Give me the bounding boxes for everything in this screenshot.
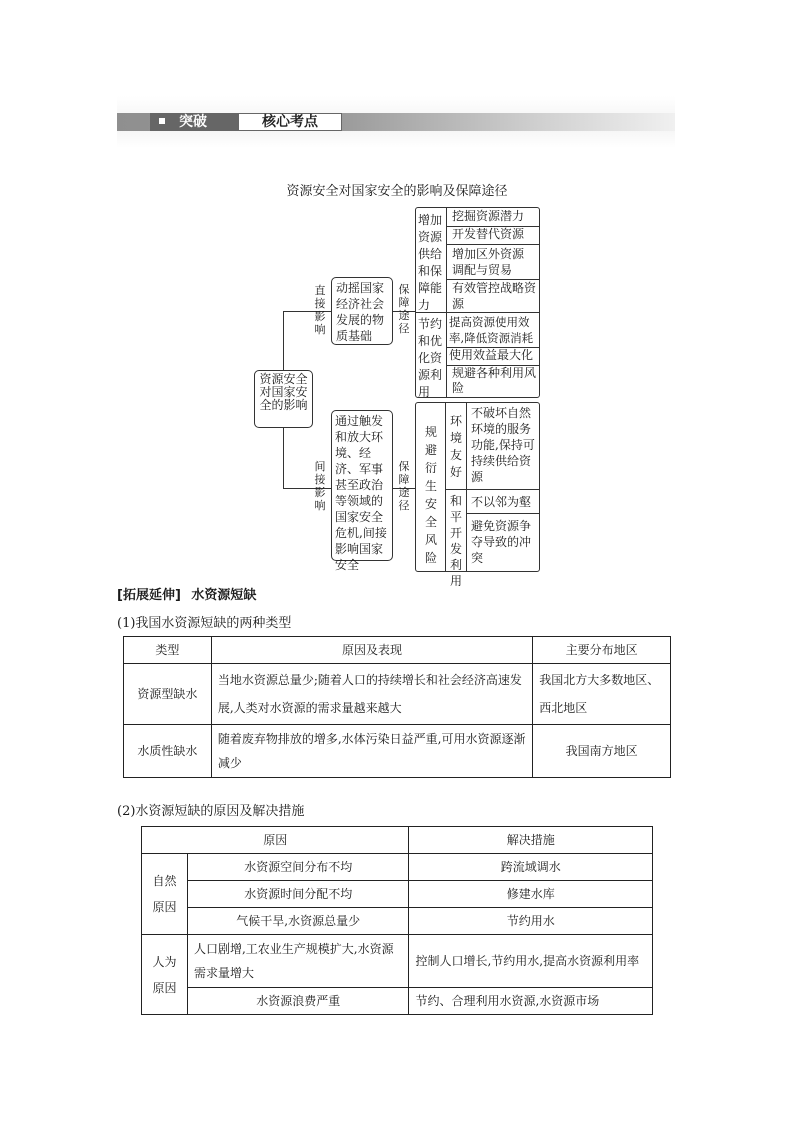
indirect-group-2-label: 和平开发利用: [449, 494, 462, 588]
diagram-title: 资源安全对国家安全的影响及保障途径: [286, 184, 508, 199]
direct-item: 有效管控战略资源: [452, 281, 537, 311]
direct-item: 规避各种利用风险: [452, 366, 537, 395]
table-cell: 节约、合理利用水资源,水资源市场: [409, 988, 653, 1015]
column-header: 类型: [124, 637, 212, 664]
indirect-guarantee-label: 保障途径: [398, 460, 410, 512]
indirect-guarantee-box: [415, 402, 540, 588]
direct-group-1-label: 增加资源供给和保障能力: [418, 213, 443, 312]
table1-caption: (1)我国水资源短缺的两种类型: [117, 616, 292, 631]
square-bullet-icon: [159, 118, 165, 124]
direct-item: 增加区外资源调配与贸易: [452, 247, 525, 277]
table-cell: 人口剧增,工农业生产规模扩大,水资源需求量增大: [187, 935, 409, 988]
indirect-label: 间接影响: [314, 460, 326, 512]
table-cell: 水资源浪费严重: [187, 988, 409, 1015]
column-header: 原因及表现: [211, 637, 532, 664]
table-row: [142, 988, 653, 1015]
header-label: 核心考点: [238, 113, 342, 131]
direct-item: 提高资源使用效率,降低资源消耗: [449, 315, 534, 345]
indirect-item: 不以邻为壑: [471, 495, 532, 509]
table-cell: 水资源时间分配不均: [187, 881, 409, 908]
indirect-item: 避免资源争夺导致的冲突: [471, 519, 532, 565]
table-cell: 节约用水: [409, 908, 653, 935]
table-water-shortage-causes: [141, 826, 653, 1015]
direct-guarantee-box: [415, 207, 540, 398]
table-cell: 水资源空间分布不均: [187, 854, 409, 881]
table-row: [124, 664, 671, 725]
table-cell: 控制人口增长,节约用水,提高水资源利用率: [409, 935, 653, 988]
table-header-row: [142, 827, 653, 854]
table-cell: 资源型缺水: [124, 664, 212, 725]
indirect-content-text: 通过触发和放大环境、经济、军事甚至政治等领域的国家安全危机,间接影响国家安全: [335, 414, 387, 572]
table-row: [142, 881, 653, 908]
column-header: 解决措施: [409, 827, 653, 854]
table-row: [142, 908, 653, 935]
table-cell: 我国北方大多数地区、西北地区: [533, 664, 671, 725]
category-cell: 人为原因: [142, 935, 188, 1015]
table-water-shortage-types: [123, 636, 671, 778]
direct-label: 直接影响: [314, 284, 326, 336]
table-row: [142, 854, 653, 881]
table-cell: 当地水资源总量少;随着人口的持续增长和社会经济高速发展,人类对水资源的需求量越来越大: [211, 664, 532, 725]
column-header: 原因: [142, 827, 409, 854]
table-cell: 修建水库: [409, 881, 653, 908]
extension-heading: [117, 584, 256, 603]
root-box: [254, 370, 313, 428]
table-cell: 气候干旱,水资源总量少: [187, 908, 409, 935]
indirect-content-box: [331, 410, 393, 572]
direct-group-2-label: 节约和优化资源利用: [418, 317, 443, 399]
root-text: 资源安全对国家安全的影响: [259, 372, 308, 412]
direct-item: 挖掘资源潜力: [452, 209, 525, 223]
category-cell: 自然原因: [142, 854, 188, 935]
direct-item: 使用效益最大化: [449, 348, 534, 362]
header-tag: 突破: [179, 114, 207, 130]
indirect-item: 不破坏自然环境的服务功能,保持可持续供给资源: [471, 406, 535, 484]
direct-content-box: [331, 277, 393, 345]
table-row: [124, 725, 671, 778]
table-cell: 我国南方地区: [533, 725, 671, 778]
table-cell: 跨流域调水: [409, 854, 653, 881]
direct-content-text: 动摇国家经济社会发展的物质基础: [336, 281, 385, 343]
direct-item: 开发替代资源: [452, 227, 525, 241]
table-header-row: [124, 637, 671, 664]
direct-guarantee-label: 保障途径: [398, 283, 410, 335]
table2-caption: (2)水资源短缺的原因及解决措施: [117, 804, 305, 819]
table-cell: 水质性缺水: [124, 725, 212, 778]
indirect-group-1-label: 环境友好: [449, 414, 462, 479]
table-row: [142, 935, 653, 988]
table-cell: 随着废弃物排放的增多,水体污染日益严重,可用水资源逐渐减少: [211, 725, 532, 778]
extension-title: 水资源短缺: [191, 588, 257, 603]
indirect-group-label: 规避衍生安全风险: [424, 425, 437, 565]
extension-tag: [拓展延伸]: [117, 588, 181, 603]
column-header: 主要分布地区: [533, 637, 671, 664]
